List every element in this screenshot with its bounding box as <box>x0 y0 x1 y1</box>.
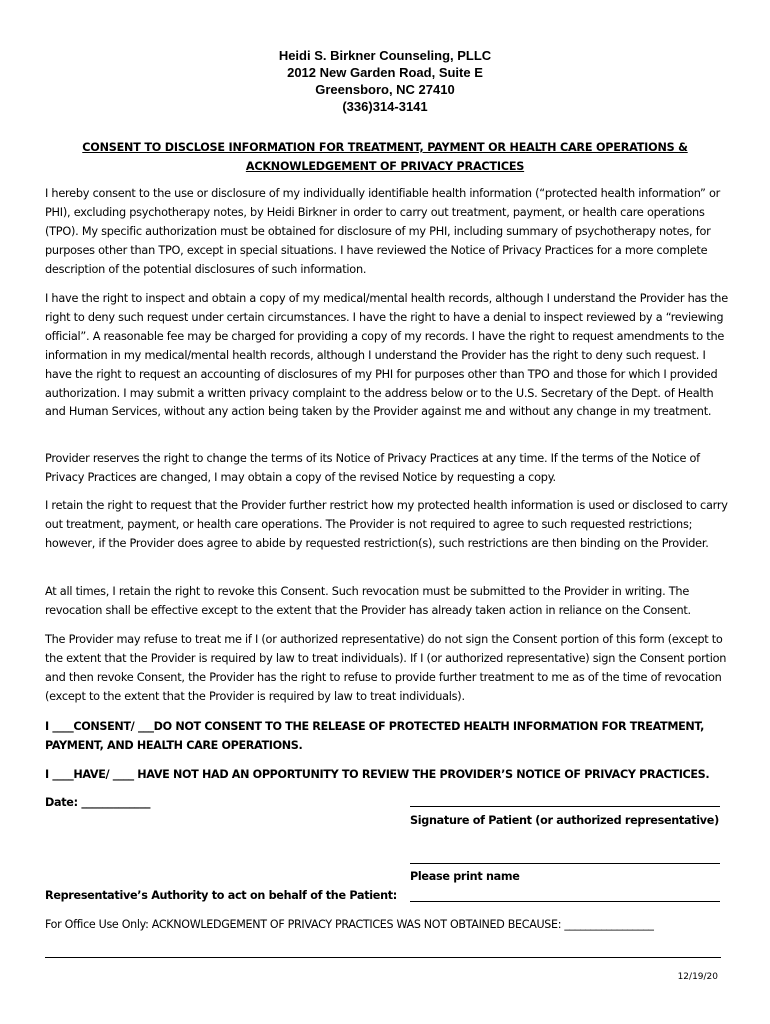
paragraph-rights: I have the right to inspect and obtain a copy of my medical/mental health records, although I understand the Provider has the right to deny such request under certain circumstances. I have the right to have a denial to inspect reviewed by a “reviewing official”. A reasonable fee may be charged for providing a copy of my records. I have the right to request amendments to the information in my medical/mental health records, although I understand the Provider has the right to deny such request. I have the right to request an accounting of disclosures of my PHI for purposes other than TPO and those for which I provided authorization. I may submit a written privacy complaint to the address below or to the U.S. Secretary of the Dept. of Health and Human Services, without any action being taken by the Provider against me and without any change in my treatment. <box>45 292 728 419</box>
print-name-line[interactable] <box>410 863 720 864</box>
paragraph-notice-changes: Provider reserves the right to change the terms of its Notice of Privacy Practices at any time. If the terms of the Notice of Privacy Practices are changed, I may obtain a copy of the revised Notice by requesting a copy. <box>45 452 700 484</box>
office-use-line: For Office Use Only: ACKNOWLEDGEMENT OF PRIVACY PRACTICES WAS NOT OBTAINED BECAUSE: _________________ <box>45 918 654 931</box>
footer-date: 12/19/20 <box>677 972 718 982</box>
org-phone: (336)314-3141 <box>342 99 428 114</box>
date-field-label: Date: _____________ <box>45 796 151 809</box>
form-title-line2: ACKNOWLEDGEMENT OF PRIVACY PRACTICES <box>245 160 525 173</box>
paragraph-refusal: The Provider may refuse to treat me if I (or authorized representative) do not sign the Consent portion of this form (except to the extent that the Provider is required by law to treat individuals). If I (or authorized representative) sign the Consent portion and then revoke Consent, the Provider has the right to refuse to provide further treatment to me as of the time of revocation (except to the extent that the Provider is required by law to treat individuals). <box>45 633 727 703</box>
signature-line[interactable] <box>410 806 720 807</box>
paragraph-revocation: At all times, I retain the right to revoke this Consent. Such revocation must be submitted to the Provider in writing. The revocation shall be effective except to the extent that the Provider has already taken action in reliance on the Consent. <box>45 585 691 617</box>
org-address-line1: 2012 New Garden Road, Suite E <box>287 65 483 80</box>
rep-authority-line[interactable] <box>410 901 720 902</box>
consent-statement: I ____CONSENT/ ___DO NOT CONSENT TO THE RELEASE OF PROTECTED HEALTH INFORMATION FOR TREATMENT, PAYMENT, AND HEALTH CARE OPERATIONS. <box>45 720 704 752</box>
review-statement: I ____HAVE/ ____ HAVE NOT HAD AN OPPORTUNITY TO REVIEW THE PROVIDER’S NOTICE OF PRIVACY PRACTICES. <box>45 768 710 781</box>
org-name: Heidi S. Birkner Counseling, PLLC <box>278 48 492 63</box>
rep-authority-label: Representative’s Authority to act on behalf of the Patient: <box>45 889 397 902</box>
office-use-blank-line[interactable] <box>45 957 721 958</box>
print-name-label: Please print name <box>410 870 520 883</box>
form-title-line1: CONSENT TO DISCLOSE INFORMATION FOR TREATMENT, PAYMENT OR HEALTH CARE OPERATIONS & <box>82 141 688 154</box>
signature-label: Signature of Patient (or authorized representative) <box>410 814 719 827</box>
paragraph-consent: I hereby consent to the use or disclosure of my individually identifiable health information (“protected health information” or PHI), excluding psychotherapy notes, by Heidi Birkner in order to carry out treatment, payment, or health care operations (TPO). My specific authorization must be obtained for disclosure of my PHI, including summary of psychotherapy notes, for purposes other than TPO, except in special situations. I have reviewed the Notice of Privacy Practices for a more complete description of the potential disclosures of such information. <box>45 187 721 276</box>
org-address-line2: Greensboro, NC 27410 <box>315 82 455 97</box>
paragraph-restrictions: I retain the right to request that the Provider further restrict how my protected health information is used or disclosed to carry out treatment, payment, or health care operations. The Provider is not required to agree to such requested restrictions; however, if the Provider does agree to abide by requested restriction(s), such restrictions are then binding on the Provider. <box>45 499 728 550</box>
